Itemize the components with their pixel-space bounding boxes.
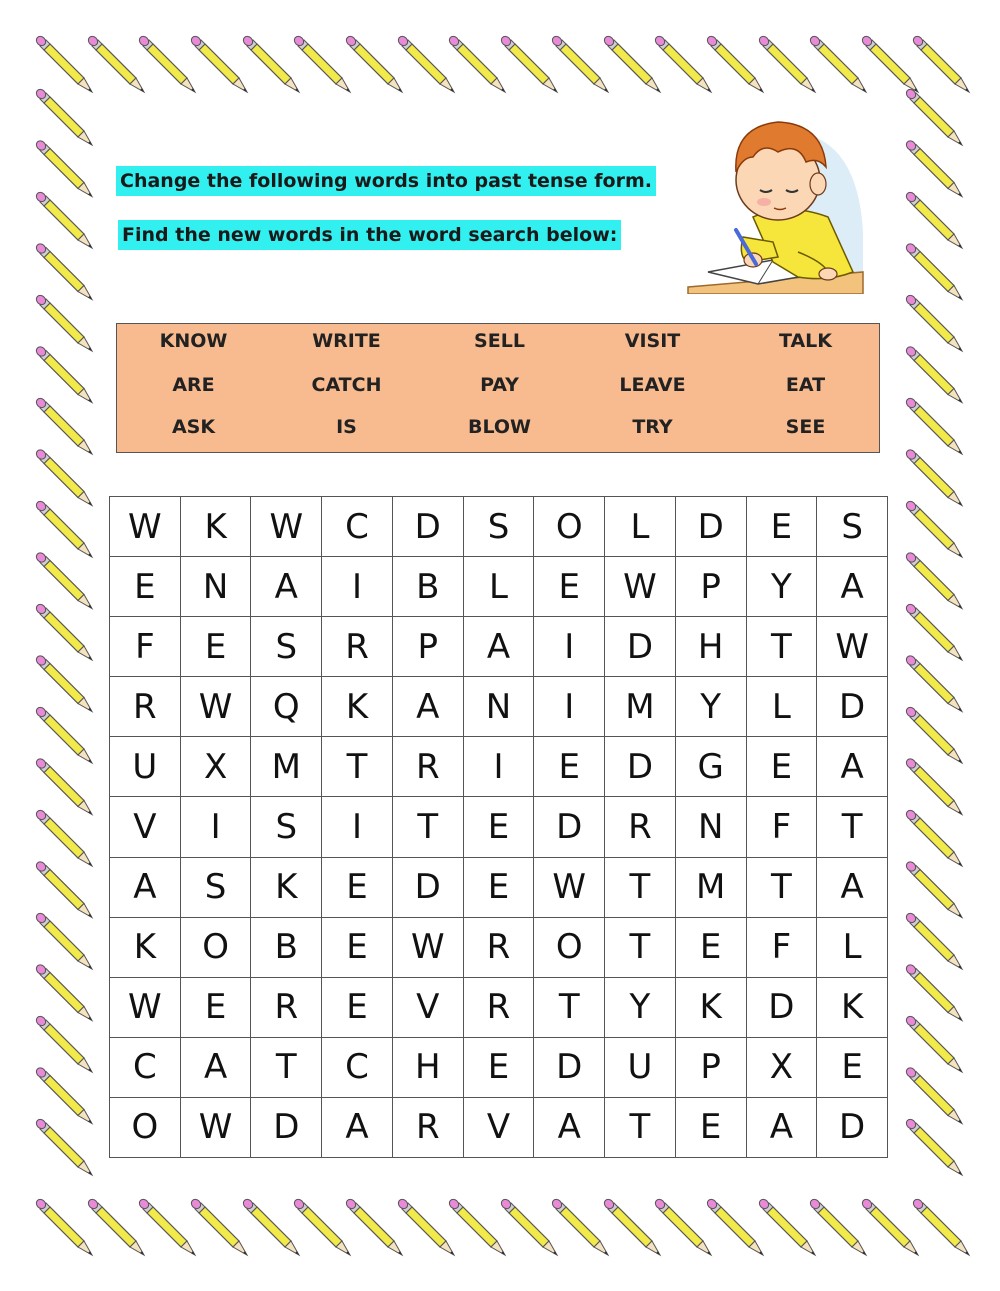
grid-cell[interactable]: D: [393, 858, 464, 918]
grid-cell[interactable]: A: [817, 557, 888, 617]
grid-cell[interactable]: A: [817, 737, 888, 797]
grid-cell[interactable]: N: [181, 557, 252, 617]
grid-cell[interactable]: K: [817, 978, 888, 1038]
pencil-icon: [34, 551, 92, 609]
pencil-icon: [344, 1197, 402, 1255]
grid-cell[interactable]: T: [605, 858, 676, 918]
grid-cell[interactable]: M: [251, 737, 322, 797]
pencil-icon: [904, 448, 962, 506]
pencil-icon: [137, 34, 195, 92]
pencil-icon: [602, 1197, 660, 1255]
pencil-icon: [904, 139, 962, 197]
grid-cell[interactable]: W: [181, 677, 252, 737]
pencil-icon: [653, 1197, 711, 1255]
pencil-icon: [550, 1197, 608, 1255]
grid-cell[interactable]: I: [464, 737, 535, 797]
grid-cell[interactable]: R: [393, 737, 464, 797]
grid-cell[interactable]: K: [251, 858, 322, 918]
instruction-line-1: Change the following words into past tense form.: [116, 166, 656, 196]
grid-cell[interactable]: E: [181, 617, 252, 677]
grid-cell[interactable]: S: [464, 497, 535, 557]
grid-cell[interactable]: A: [534, 1098, 605, 1158]
grid-cell[interactable]: T: [817, 797, 888, 857]
grid-cell[interactable]: T: [747, 858, 818, 918]
grid-cell[interactable]: D: [817, 1098, 888, 1158]
pencil-icon: [653, 34, 711, 92]
grid-cell[interactable]: E: [534, 737, 605, 797]
grid-cell[interactable]: O: [181, 918, 252, 978]
grid-cell[interactable]: L: [747, 677, 818, 737]
pencil-icon: [34, 34, 92, 92]
pencil-icon: [34, 1197, 92, 1255]
grid-cell[interactable]: A: [110, 858, 181, 918]
grid-cell[interactable]: E: [747, 737, 818, 797]
grid-cell[interactable]: P: [393, 617, 464, 677]
pencil-icon: [86, 1197, 144, 1255]
pencil-icon: [34, 139, 92, 197]
grid-cell[interactable]: T: [322, 737, 393, 797]
pencil-icon: [499, 1197, 557, 1255]
pencil-icon: [904, 911, 962, 969]
grid-cell[interactable]: X: [747, 1038, 818, 1098]
pencil-icon: [904, 551, 962, 609]
grid-cell[interactable]: A: [393, 677, 464, 737]
word-bank-item: KNOW: [159, 330, 228, 352]
pencil-icon: [34, 757, 92, 815]
grid-cell[interactable]: K: [322, 677, 393, 737]
pencil-icon: [499, 34, 557, 92]
grid-cell[interactable]: D: [605, 737, 676, 797]
grid-cell[interactable]: B: [393, 557, 464, 617]
word-bank-item: IS: [336, 416, 357, 438]
grid-cell[interactable]: T: [534, 978, 605, 1038]
word-bank: [116, 323, 880, 453]
grid-cell[interactable]: T: [605, 918, 676, 978]
grid-cell[interactable]: W: [251, 497, 322, 557]
word-bank-item: SELL: [474, 330, 525, 352]
grid-cell[interactable]: A: [251, 557, 322, 617]
pencil-icon: [34, 1066, 92, 1124]
pencil-icon: [34, 654, 92, 712]
grid-cell[interactable]: E: [747, 497, 818, 557]
pencil-icon: [34, 911, 92, 969]
grid-cell[interactable]: H: [676, 617, 747, 677]
grid-cell[interactable]: K: [181, 497, 252, 557]
grid-cell[interactable]: D: [747, 978, 818, 1038]
grid-cell[interactable]: P: [676, 557, 747, 617]
grid-cell[interactable]: V: [110, 797, 181, 857]
pencil-icon: [34, 860, 92, 918]
grid-cell[interactable]: M: [676, 858, 747, 918]
grid-cell[interactable]: W: [817, 617, 888, 677]
grid-cell[interactable]: W: [110, 978, 181, 1038]
grid-cell[interactable]: E: [322, 918, 393, 978]
grid-cell[interactable]: E: [464, 1038, 535, 1098]
pencil-icon: [447, 34, 505, 92]
grid-cell[interactable]: T: [393, 797, 464, 857]
grid-cell[interactable]: A: [181, 1038, 252, 1098]
grid-cell[interactable]: T: [747, 617, 818, 677]
pencil-icon: [904, 1117, 962, 1175]
grid-cell[interactable]: G: [676, 737, 747, 797]
pencil-icon: [904, 242, 962, 300]
grid-cell[interactable]: D: [676, 497, 747, 557]
pencil-icon: [241, 34, 299, 92]
grid-cell[interactable]: W: [393, 918, 464, 978]
grid-cell[interactable]: T: [605, 1098, 676, 1158]
pencil-icon: [34, 705, 92, 763]
pencil-icon: [911, 34, 969, 92]
grid-cell[interactable]: F: [747, 797, 818, 857]
grid-cell[interactable]: I: [534, 677, 605, 737]
pencil-icon: [344, 34, 402, 92]
pencil-icon: [911, 1197, 969, 1255]
pencil-icon: [550, 34, 608, 92]
grid-cell[interactable]: W: [534, 858, 605, 918]
word-bank-item: ASK: [171, 416, 216, 438]
grid-cell[interactable]: S: [251, 797, 322, 857]
pencil-icon: [34, 190, 92, 248]
pencil-icon: [34, 242, 92, 300]
grid-cell[interactable]: B: [251, 918, 322, 978]
pencil-icon: [904, 860, 962, 918]
pencil-icon: [904, 602, 962, 660]
word-bank-item: BLOW: [467, 416, 532, 438]
pencil-icon: [904, 293, 962, 351]
pencil-icon: [904, 87, 962, 145]
instruction-line-2: Find the new words in the word search below:: [118, 220, 621, 250]
grid-cell[interactable]: V: [393, 978, 464, 1038]
pencil-icon: [34, 87, 92, 145]
grid-cell[interactable]: C: [322, 497, 393, 557]
word-bank-item: ARE: [172, 374, 215, 396]
grid-cell[interactable]: U: [110, 737, 181, 797]
grid-cell[interactable]: I: [322, 557, 393, 617]
grid-cell[interactable]: R: [393, 1098, 464, 1158]
grid-cell[interactable]: X: [181, 737, 252, 797]
pencil-icon: [904, 757, 962, 815]
grid-cell[interactable]: P: [676, 1038, 747, 1098]
pencil-icon: [34, 1117, 92, 1175]
pencil-icon: [904, 1066, 962, 1124]
grid-cell[interactable]: W: [181, 1098, 252, 1158]
pencil-icon: [34, 293, 92, 351]
pencil-icon: [396, 34, 454, 92]
grid-cell[interactable]: C: [110, 1038, 181, 1098]
pencil-icon: [808, 1197, 866, 1255]
grid-cell[interactable]: D: [534, 797, 605, 857]
pencil-icon: [189, 1197, 247, 1255]
pencil-icon: [447, 1197, 505, 1255]
pencil-icon: [34, 499, 92, 557]
pencil-icon: [34, 963, 92, 1021]
pencil-icon: [808, 34, 866, 92]
word-bank-item: TRY: [632, 416, 673, 438]
grid-cell[interactable]: E: [110, 557, 181, 617]
word-bank-item: VISIT: [624, 330, 681, 352]
pencil-icon: [396, 1197, 454, 1255]
pencil-icon: [34, 808, 92, 866]
grid-cell[interactable]: K: [676, 978, 747, 1038]
pencil-icon: [86, 34, 144, 92]
grid-cell[interactable]: E: [534, 557, 605, 617]
pencil-icon: [904, 654, 962, 712]
boy-writing-illustration: [678, 112, 868, 294]
grid-cell[interactable]: E: [817, 1038, 888, 1098]
pencil-icon: [292, 1197, 350, 1255]
grid-cell[interactable]: Q: [251, 677, 322, 737]
grid-cell[interactable]: T: [251, 1038, 322, 1098]
pencil-icon: [904, 705, 962, 763]
grid-cell[interactable]: A: [817, 858, 888, 918]
word-bank-item: WRITE: [312, 330, 381, 352]
grid-cell[interactable]: W: [605, 557, 676, 617]
grid-cell[interactable]: D: [251, 1098, 322, 1158]
grid-cell[interactable]: V: [464, 1098, 535, 1158]
grid-cell[interactable]: Y: [747, 557, 818, 617]
grid-cell[interactable]: Y: [605, 978, 676, 1038]
grid-cell[interactable]: D: [534, 1038, 605, 1098]
pencil-icon: [34, 1014, 92, 1072]
grid-cell[interactable]: R: [464, 918, 535, 978]
pencil-icon: [705, 34, 763, 92]
grid-cell[interactable]: C: [322, 1038, 393, 1098]
grid-cell[interactable]: M: [605, 677, 676, 737]
grid-cell[interactable]: Y: [676, 677, 747, 737]
grid-cell[interactable]: R: [605, 797, 676, 857]
pencil-icon: [757, 34, 815, 92]
pencil-icon: [34, 396, 92, 454]
grid-cell[interactable]: N: [464, 677, 535, 737]
grid-cell[interactable]: R: [251, 978, 322, 1038]
pencil-icon: [904, 499, 962, 557]
pencil-icon: [904, 1014, 962, 1072]
grid-cell[interactable]: K: [110, 918, 181, 978]
grid-cell[interactable]: O: [110, 1098, 181, 1158]
grid-cell[interactable]: E: [464, 858, 535, 918]
grid-cell[interactable]: R: [322, 617, 393, 677]
grid-cell[interactable]: S: [251, 617, 322, 677]
grid-cell[interactable]: L: [817, 918, 888, 978]
grid-cell[interactable]: I: [534, 617, 605, 677]
grid-cell[interactable]: A: [464, 617, 535, 677]
grid-cell[interactable]: I: [322, 797, 393, 857]
grid-cell[interactable]: S: [817, 497, 888, 557]
word-bank-item: TALK: [778, 330, 833, 352]
grid-cell[interactable]: F: [110, 617, 181, 677]
grid-cell[interactable]: H: [393, 1038, 464, 1098]
grid-cell[interactable]: U: [605, 1038, 676, 1098]
pencil-icon: [137, 1197, 195, 1255]
grid-cell[interactable]: W: [110, 497, 181, 557]
pencil-icon: [904, 396, 962, 454]
pencil-icon: [860, 34, 918, 92]
pencil-icon: [34, 345, 92, 403]
grid-cell[interactable]: D: [393, 497, 464, 557]
grid-cell[interactable]: E: [322, 858, 393, 918]
pencil-icon: [705, 1197, 763, 1255]
grid-cell[interactable]: D: [605, 617, 676, 677]
word-bank-item: SEE: [785, 416, 826, 438]
grid-cell[interactable]: E: [181, 978, 252, 1038]
grid-cell[interactable]: A: [322, 1098, 393, 1158]
grid-cell[interactable]: S: [181, 858, 252, 918]
pencil-icon: [34, 448, 92, 506]
grid-cell[interactable]: A: [747, 1098, 818, 1158]
grid-cell[interactable]: E: [676, 1098, 747, 1158]
grid-cell[interactable]: E: [676, 918, 747, 978]
pencil-icon: [904, 345, 962, 403]
pencil-icon: [34, 602, 92, 660]
grid-cell[interactable]: N: [676, 797, 747, 857]
grid-cell[interactable]: O: [534, 497, 605, 557]
pencil-icon: [904, 963, 962, 1021]
word-bank-item: CATCH: [311, 374, 382, 396]
grid-cell[interactable]: L: [605, 497, 676, 557]
pencil-icon: [292, 34, 350, 92]
grid-cell[interactable]: O: [534, 918, 605, 978]
grid-cell[interactable]: F: [747, 918, 818, 978]
word-bank-item: PAY: [480, 374, 519, 396]
grid-cell[interactable]: R: [110, 677, 181, 737]
pencil-icon: [757, 1197, 815, 1255]
pencil-icon: [602, 34, 660, 92]
grid-cell[interactable]: E: [322, 978, 393, 1038]
grid-cell[interactable]: D: [817, 677, 888, 737]
pencil-icon: [189, 34, 247, 92]
word-bank-item: LEAVE: [619, 374, 686, 396]
grid-cell[interactable]: I: [181, 797, 252, 857]
grid-cell[interactable]: L: [464, 557, 535, 617]
word-search-grid: [109, 496, 888, 1158]
word-bank-item: EAT: [785, 374, 826, 396]
pencil-icon: [241, 1197, 299, 1255]
pencil-icon: [860, 1197, 918, 1255]
grid-cell[interactable]: R: [464, 978, 535, 1038]
pencil-icon: [904, 808, 962, 866]
pencil-icon: [904, 190, 962, 248]
grid-cell[interactable]: E: [464, 797, 535, 857]
